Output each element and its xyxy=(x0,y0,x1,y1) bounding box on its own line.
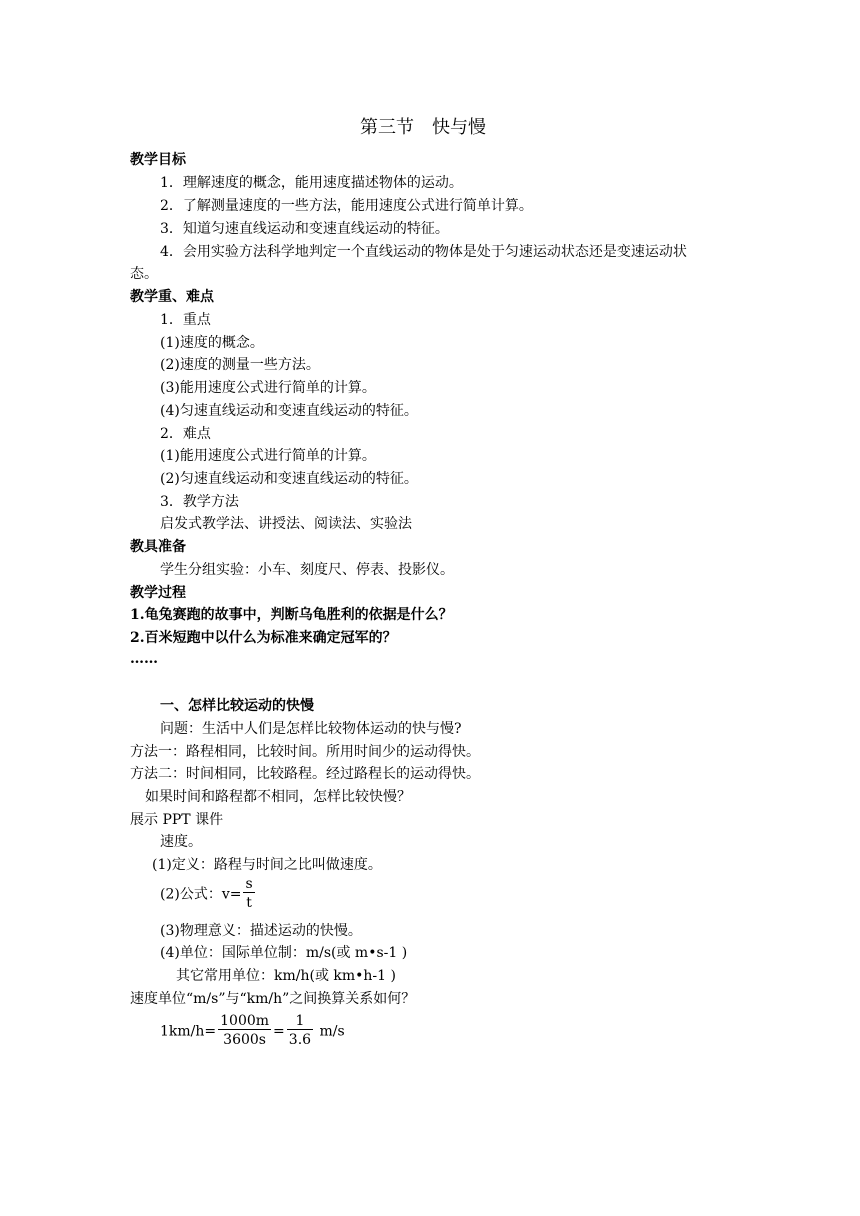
conversion-fraction-1 xyxy=(218,1013,271,1050)
method-title: 3．教学方法 xyxy=(160,494,239,510)
conversion-numerator-1: 1000m xyxy=(220,1013,270,1029)
speed-definition: (1)定义：路程与时间之比叫做速度。 xyxy=(152,857,382,873)
formula-label: (2)公式：v= xyxy=(160,886,242,903)
method-one: 方法一：路程相同，比较时间。所用时间少的运动得快。 xyxy=(130,744,480,760)
page-title: 第三节 快与慢 xyxy=(360,117,486,138)
conversion-question: 速度单位“m/s”与“km/h”之间换算关系如何？ xyxy=(130,991,416,1007)
conversion-fraction-2 xyxy=(287,1013,313,1050)
formula-denominator: t xyxy=(246,895,252,911)
key-point-item: (2)速度的测量一些方法。 xyxy=(160,357,320,373)
difficulty-item: (2)匀速直线运动和变速直线运动的特征。 xyxy=(160,471,418,487)
formula-numerator: s xyxy=(245,876,253,892)
goal-item: 2．了解测量速度的一些方法，能用速度公式进行简单计算。 xyxy=(160,198,533,214)
key-points-title: 1．重点 xyxy=(160,312,211,328)
goal-item-wrap: 态。 xyxy=(130,266,158,282)
physical-meaning: (3)物理意义：描述运动的快慢。 xyxy=(160,923,362,939)
ppt-note: 展示 PPT 课件 xyxy=(130,812,224,828)
process-heading: 教学过程 xyxy=(130,585,186,601)
speed-label: 速度。 xyxy=(160,834,202,850)
method-text: 启发式教学法、讲授法、阅读法、实验法 xyxy=(160,516,412,532)
goals-heading: 教学目标 xyxy=(130,152,186,168)
section-heading: 一、怎样比较运动的快慢 xyxy=(160,698,314,714)
conversion-lhs: 1km/h= xyxy=(160,1023,217,1040)
comparison-question: 如果时间和路程都不相同，怎样比较快慢？ xyxy=(145,789,411,805)
focus-heading: 教学重、难点 xyxy=(130,289,214,305)
process-ellipsis: …… xyxy=(130,651,158,667)
process-question: 2.百米短跑中以什么为标准来确定冠军的？ xyxy=(130,630,397,646)
goal-item: 4．会用实验方法科学地判定一个直线运动的物体是处于匀速运动状态还是变速运动状 xyxy=(160,244,687,260)
conversion-unit: m/s xyxy=(315,1023,345,1040)
si-unit: (4)单位：国际单位制：m/s(或 m•s-1 ) xyxy=(160,945,408,961)
method-two: 方法二：时间相同，比较路程。经过路程长的运动得快。 xyxy=(130,766,480,782)
conversion-denominator-2: 3.6 xyxy=(288,1032,312,1048)
key-point-item: (3)能用速度公式进行简单的计算。 xyxy=(160,380,376,396)
goal-item: 1．理解速度的概念，能用速度描述物体的运动。 xyxy=(160,175,463,191)
difficulty-title: 2．难点 xyxy=(160,426,211,442)
key-point-item: (4)匀速直线运动和变速直线运动的特征。 xyxy=(160,403,418,419)
other-unit: 其它常用单位：km/h(或 km•h-1 ) xyxy=(176,968,396,984)
process-question: 1.龟兔赛跑的故事中，判断乌龟胜利的依据是什么？ xyxy=(130,607,453,623)
difficulty-item: (1)能用速度公式进行简单的计算。 xyxy=(160,448,376,464)
formula-fraction xyxy=(243,876,254,913)
conversion-equals: = xyxy=(273,1023,285,1040)
conversion-numerator-2: 1 xyxy=(287,1013,313,1030)
tools-heading: 教具准备 xyxy=(130,539,186,555)
speed-formula xyxy=(160,876,257,913)
goal-item: 3．知道匀速直线运动和变速直线运动的特征。 xyxy=(160,221,449,237)
conversion-denominator-1: 3600s xyxy=(223,1032,266,1048)
tools-text: 学生分组实验：小车、刻度尺、停表、投影仪。 xyxy=(160,562,454,578)
section-question: 问题：生活中人们是怎样比较物体运动的快与慢? xyxy=(160,721,462,737)
key-point-item: (1)速度的概念。 xyxy=(160,335,264,351)
conversion-equation xyxy=(160,1013,345,1050)
